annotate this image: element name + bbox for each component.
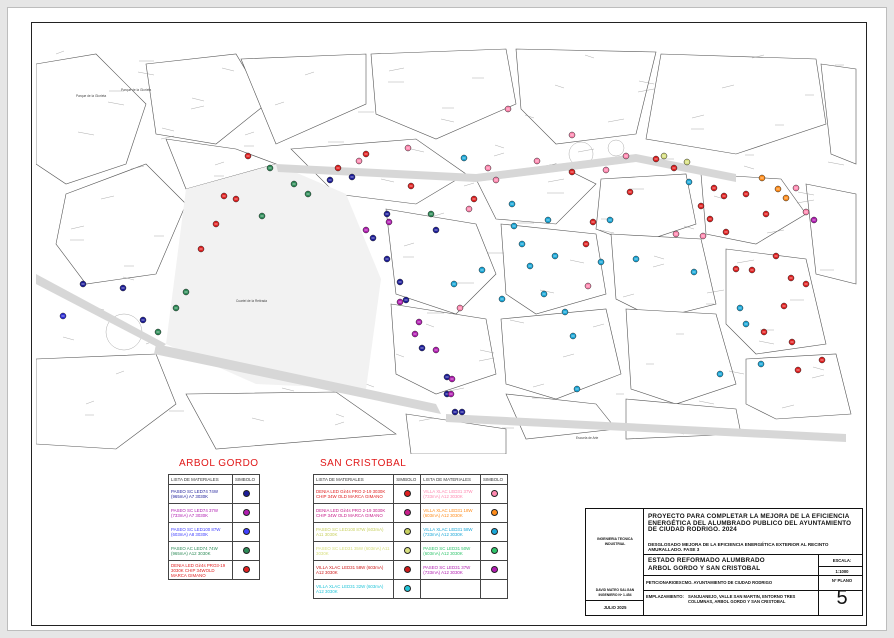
- legend-material-text: DENIA LED Gir4s PRO 2-19 3030K CHIP 34W OLD MARCA GIMANO: [314, 485, 394, 504]
- legend-material-text: PASEO SC LED74 37W (733mA) A7 3030K: [169, 504, 233, 523]
- lamp-symbol-icon: [404, 490, 411, 497]
- lamp-marker: [335, 165, 341, 171]
- lamp-marker: [574, 386, 580, 392]
- lamp-symbol-icon: [404, 566, 411, 573]
- lamp-marker: [788, 275, 794, 281]
- lamp-marker: [819, 357, 825, 363]
- lamp-marker: [363, 151, 369, 157]
- lamp-marker: [505, 106, 511, 112]
- lamp-symbol-icon: [243, 509, 250, 516]
- lamp-symbol-icon: [491, 528, 498, 535]
- lamp-marker: [583, 241, 589, 247]
- lamp-symbol-icon: [404, 547, 411, 554]
- lamp-marker: [763, 211, 769, 217]
- lamp-marker: [509, 201, 515, 207]
- lamp-marker: [370, 235, 376, 241]
- legend-material-text: VILLA XLAC LED31 32W (603mA) A12 3030K: [314, 580, 394, 599]
- drawing-date: JULIO 2025: [603, 605, 627, 610]
- lamp-marker: [545, 217, 551, 223]
- lamp-marker: [711, 185, 717, 191]
- lamp-marker: [511, 223, 517, 229]
- lamp-marker: [789, 339, 795, 345]
- lamp-marker: [428, 211, 434, 217]
- legend-material-text: PASEO SC LED31 35W (603mA) A11 3030K: [314, 542, 394, 561]
- legend-symbol: [394, 485, 421, 504]
- lamp-marker: [552, 253, 558, 259]
- lamp-marker: [485, 165, 491, 171]
- lamp-symbol-icon: [243, 490, 250, 497]
- lamp-marker: [448, 391, 454, 397]
- lamp-symbol-icon: [243, 547, 250, 554]
- lamp-marker: [457, 305, 463, 311]
- lamp-marker: [623, 153, 629, 159]
- plan-title-2: ARBOL GORDO Y SAN CRISTOBAL: [648, 565, 761, 572]
- legend-san-header-symbol-2: SIMBOLO: [481, 475, 508, 485]
- legend-row: [314, 542, 508, 561]
- legend-material-text: PASEO SC LED31 50W (603mA) A12 3030K: [421, 542, 481, 561]
- lamp-marker: [291, 181, 297, 187]
- legend-material-text: PASEO SC LED100 87W (603mA) A8 3030K: [169, 523, 233, 542]
- legend-row: [169, 485, 260, 504]
- lamp-marker: [408, 183, 414, 189]
- lamp-marker: [452, 409, 458, 415]
- legend-material-text: VILLA XLAC LED31 58W (603mA) A12 3030K: [314, 561, 394, 580]
- legend-material-text: VILLA XLAC LED31 18W (603mA) A12 3030K: [421, 504, 481, 523]
- lamp-marker: [155, 329, 161, 335]
- lamp-marker: [749, 267, 755, 273]
- lamp-marker: [459, 409, 465, 415]
- lamp-marker: [723, 229, 729, 235]
- lamp-marker: [259, 213, 265, 219]
- lamp-marker: [700, 233, 706, 239]
- legend-san-table: [313, 474, 508, 599]
- project-title: PROYECTO PARA COMPLETAR LA MEJORA DE LA EFICIENCIA ENERGÉTICA DEL ALUMBRADO PUBLICO DEL AYUNTAMIENTO DE CIUDAD RODRIGO. 2024: [648, 513, 852, 533]
- legend-symbol: [481, 561, 508, 580]
- legend-material-text: VILLA XLAC LED31 37W (733mA) A12 3030K: [421, 485, 481, 504]
- legend-row: [169, 504, 260, 523]
- lamp-symbol-icon: [243, 566, 250, 573]
- lamp-marker: [585, 283, 591, 289]
- lamp-marker: [684, 159, 690, 165]
- lamp-marker: [653, 156, 659, 162]
- lamp-marker: [607, 217, 613, 223]
- lamp-marker: [686, 179, 692, 185]
- street-map[interactable]: [36, 44, 858, 454]
- lamp-marker: [603, 167, 609, 173]
- legend-material-text: PASEO SC LED100 87W (603mA) A11 3030K: [314, 523, 394, 542]
- lamp-marker: [761, 329, 767, 335]
- legend-symbol: [481, 485, 508, 504]
- lamp-marker: [758, 361, 764, 367]
- lamp-marker: [198, 246, 204, 252]
- lamp-marker: [412, 331, 418, 337]
- legend-row: [169, 542, 260, 561]
- legend-arbol-header-symbol: SIMBOLO: [233, 475, 260, 485]
- lamp-marker: [213, 221, 219, 227]
- map-label-school: Escuela de Arte: [576, 436, 599, 440]
- legend-symbol: [394, 542, 421, 561]
- lamp-marker: [733, 266, 739, 272]
- lamp-marker: [743, 191, 749, 197]
- lamp-marker: [433, 347, 439, 353]
- legend-symbol: [233, 542, 260, 561]
- lamp-marker: [449, 376, 455, 382]
- lamp-symbol-icon: [491, 509, 498, 516]
- lamp-symbol-icon: [243, 528, 250, 535]
- legend-arbol-header-materials: LISTA DE MATERIALES: [169, 475, 233, 485]
- legend-symbol: [233, 485, 260, 504]
- lamp-marker: [783, 195, 789, 201]
- lamp-marker: [781, 303, 787, 309]
- legend-row: [314, 580, 508, 599]
- lamp-marker: [433, 227, 439, 233]
- lamp-marker: [384, 211, 390, 217]
- legend-material-text: PASEO SC LED31 37W (733mA) A12 3030K: [421, 561, 481, 580]
- lamp-marker: [793, 185, 799, 191]
- legend-symbol: [394, 561, 421, 580]
- lamp-marker: [627, 189, 633, 195]
- lamp-symbol-icon: [404, 509, 411, 516]
- lamp-marker: [562, 309, 568, 315]
- lamp-marker: [419, 345, 425, 351]
- project-subtitle: DESGLOSADO MEJORA DE LA EFICIENCIA ENERGÉTICA EXTERIOR AL RECINTO AMURALLADO. FASE 3: [648, 542, 829, 552]
- plan-number: 5: [836, 587, 848, 609]
- lamp-marker: [519, 241, 525, 247]
- location-label: EMPLAZAMIENTO:: [646, 594, 684, 599]
- lamp-marker: [803, 209, 809, 215]
- lamp-marker: [673, 231, 679, 237]
- legend-symbol: [233, 523, 260, 542]
- lamp-marker: [527, 263, 533, 269]
- lamp-marker: [691, 269, 697, 275]
- lamp-marker: [363, 227, 369, 233]
- lamp-marker: [707, 216, 713, 222]
- lamp-marker: [461, 155, 467, 161]
- lamp-marker: [811, 217, 817, 223]
- legend-row: [169, 523, 260, 542]
- legend-symbol: [481, 580, 508, 599]
- legend-material-text: VILLA XLAC LED31 58W (733mA) A12 3030K: [421, 523, 481, 542]
- lamp-marker: [397, 299, 403, 305]
- lamp-marker: [698, 203, 704, 209]
- title-block: [585, 508, 863, 616]
- legend-symbol: [394, 523, 421, 542]
- legend-symbol: [394, 504, 421, 523]
- lamp-marker: [569, 132, 575, 138]
- legend-arbol-table: [168, 474, 260, 580]
- legend-row: [314, 523, 508, 542]
- lamp-marker: [737, 305, 743, 311]
- legend-symbol: [481, 523, 508, 542]
- lamp-marker: [479, 267, 485, 273]
- petitioner-value: EXCMO. AYUNTAMIENTO DE CIUDAD RODRIGO: [676, 580, 773, 585]
- lamp-marker: [661, 153, 667, 159]
- lamp-marker: [773, 253, 779, 259]
- lamp-marker: [233, 196, 239, 202]
- engineer-name: DAVID MATEO SALGAN INGENIERO Nº 1.454: [595, 588, 635, 597]
- plan-number-label: Nº PLANO: [831, 578, 853, 583]
- legend-material-text: DENIA LED Gir4s PRO3-19 3030K CHIP 34WOLD MARCA GIMANO: [169, 561, 233, 580]
- lamp-symbol-icon: [491, 547, 498, 554]
- lamp-marker: [386, 219, 392, 225]
- lamp-marker: [671, 165, 677, 171]
- legend-symbol: [481, 504, 508, 523]
- company-name: INGENIERIA TECNICA INDUSTRIAL: [597, 537, 633, 546]
- legend-arbol-title: ARBOL GORDO: [179, 458, 259, 469]
- legend-material-text: [421, 580, 481, 599]
- legend-material-text: DENIA LED Gir4s PRO 2-19 3030K CHIP 34W OLD MARCA GIMANO: [314, 504, 394, 523]
- lamp-marker: [590, 219, 596, 225]
- map-label-park: Parque de la Glorieta: [76, 94, 107, 98]
- lamp-marker: [416, 319, 422, 325]
- legend-san-title: SAN CRISTOBAL: [320, 458, 407, 469]
- legend-material-text: PASEO SC LED74 74W (965mA) A7 3030K: [169, 485, 233, 504]
- lamp-marker: [493, 177, 499, 183]
- scale-value: 1:1000: [835, 569, 849, 574]
- lamp-marker: [305, 191, 311, 197]
- lamp-marker: [803, 281, 809, 287]
- lamp-marker: [245, 153, 251, 159]
- petitioner-label: PETICIONARIO:: [646, 580, 678, 585]
- lamp-marker: [140, 317, 146, 323]
- legend-material-text: PASEO AC LED74 74W (965mA) A12 3030K: [169, 542, 233, 561]
- lamp-symbol-icon: [491, 566, 498, 573]
- lamp-symbol-icon: [491, 490, 498, 497]
- lamp-marker: [471, 196, 477, 202]
- scale-label: ESCALA:: [832, 558, 852, 563]
- lamp-marker: [721, 193, 727, 199]
- map-label-park-2: Parque de la Glorieta: [121, 88, 152, 92]
- lamp-marker: [775, 186, 781, 192]
- lamp-marker: [499, 296, 505, 302]
- legend-symbol: [481, 542, 508, 561]
- lamp-marker: [570, 333, 576, 339]
- plan-title-1: ESTADO REFORMADO ALUMBRADO: [648, 557, 765, 564]
- lamp-marker: [221, 193, 227, 199]
- lamp-marker: [60, 313, 66, 319]
- legend-symbol: [394, 580, 421, 599]
- legend-symbol: [233, 561, 260, 580]
- lamp-marker: [451, 281, 457, 287]
- lamp-marker: [717, 371, 723, 377]
- legend-row: [314, 504, 508, 523]
- lamp-marker: [356, 158, 362, 164]
- lamp-marker: [466, 206, 472, 212]
- lamp-marker: [759, 175, 765, 181]
- lamp-marker: [795, 367, 801, 373]
- legend-san-header-materials: LISTA DE MATERIALES: [314, 475, 394, 485]
- legend-row: [169, 561, 260, 580]
- lamp-marker: [349, 174, 355, 180]
- map-label-barracks: Cuartel de la Retirada: [236, 299, 268, 303]
- lamp-marker: [541, 291, 547, 297]
- lamp-marker: [403, 297, 409, 303]
- lamp-marker: [633, 256, 639, 262]
- legend-san-header-symbol: SIMBOLO: [394, 475, 421, 485]
- lamp-marker: [598, 259, 604, 265]
- lamp-marker: [267, 165, 273, 171]
- legend-symbol: [233, 504, 260, 523]
- lamp-marker: [80, 281, 86, 287]
- lamp-marker: [384, 256, 390, 262]
- legend-row: [314, 561, 508, 580]
- lamp-marker: [120, 285, 126, 291]
- lamp-marker: [534, 158, 540, 164]
- lamp-marker: [397, 279, 403, 285]
- location-value: SANJUANEJO, VALLE SAN MARTIN, ENTORNO TRES COLUMNAS, ARBOL GORDO Y SAN CRISTOBAL: [688, 594, 796, 604]
- lamp-symbol-icon: [404, 585, 411, 592]
- lamp-marker: [569, 169, 575, 175]
- lamp-marker: [183, 289, 189, 295]
- lamp-symbol-icon: [404, 528, 411, 535]
- lamp-marker: [405, 145, 411, 151]
- lamp-marker: [173, 305, 179, 311]
- legend-row: [314, 485, 508, 504]
- lamp-marker: [743, 321, 749, 327]
- lamp-marker: [327, 177, 333, 183]
- legend-san-header-materials-2: LISTA DE MATERIALES: [421, 475, 481, 485]
